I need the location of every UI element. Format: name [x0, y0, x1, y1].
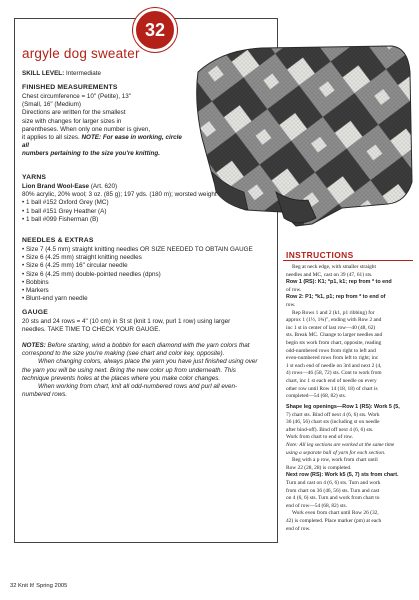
- needle-item: • Size 6 (4.25 mm) 16" circular needle: [22, 262, 128, 270]
- skill-level-value: Intermediate: [65, 70, 101, 77]
- needles-heading: NEEDLES & EXTRAS: [22, 237, 94, 244]
- gauge-heading: GAUGE: [22, 309, 48, 316]
- measurements-text: Chest circumference = 10" (Petite), 13" (Small, 16" (Medium) Directions are written for the smallest size with changes for larger sizes in parentheses. When only one number is given, it applies to all sizes. NOTE: For ease in working, circle all numbers pertaining to the size you're knitting.: [22, 93, 182, 158]
- page-footer: 32 Knit It! Spring 2005: [10, 583, 68, 589]
- yarn-brand: Lion Brand Wool-Ease: [22, 183, 90, 190]
- measurements-heading: FINISHED MEASUREMENTS: [22, 84, 118, 91]
- instructions-block-2: Shape leg openings—Row 1 (RS): Work 5 (5, 7) chart sts. Bind off next 4 (6, 6) sts. Work 36 (46, 56) chart sts (including st on needle after bind-off). Bind off next 4 (6, 6) sts. Work from chart to end of row. Note: All leg sections are worked at the same time using a separate ball of yarn for each section. Beg with a p row, work from chart until Row 22 (28, 28) is completed. Next row (RS): Work k5 (5, 7) sts from chart. Turn and cast on 4 (6, 6) sts. Turn and work from chart on 36 (46, 56) sts. Turn and cast on 4 (6, 6) sts. Turn and work from chart to end of row—54 (68, 82) sts. Work even from chart until Row 26 (32, 42) is completed. Place marker (pm) at each end of row.: [286, 404, 400, 532]
- instructions-rule: [283, 260, 413, 261]
- needle-item: • Blunt-end yarn needle: [22, 295, 88, 303]
- page-number-badge: 32: [133, 8, 177, 52]
- gauge-text: 20 sts and 24 rows = 4" (10 cm) in St st (knit 1 row, purl 1 row) using larger needles. TAKE TIME TO CHECK YOUR GAUGE.: [22, 318, 231, 334]
- instructions-heading: INSTRUCTIONS: [286, 250, 354, 260]
- needle-item: • Bobbins: [22, 278, 49, 286]
- instructions-block-1: Beg at neck edge, with smaller straight needles and MC, cast on 39 (47, 61) sts. Row 1 (RS): K1; *p1, k1; rep from * to end of row. Row 2: P1; *k1, p1; rep from * to end of row. Rep Rows 1 and 2 (k1, p1 ribbing) for approx 1 (1½, 1¾)", ending with Row 2 and inc 1 st in center of last row—40 (48, 62) sts. Break MC. Change to larger needles and begin sts work from chart, opposite, reading odd-numbered rows from right to left and even-numbered rows from left to right; inc 1 st each end of needle on 3rd and next 2 (4, 4) rows—46 (58, 72) sts. Cont to work from chart, inc 1 st each end of needle on every other row until Row 14 (18, 18) of chart is completed—54 (68, 82) sts.: [286, 264, 392, 400]
- needles-list: [22, 246, 262, 303]
- argyle-sweater-photo: [192, 42, 414, 234]
- needle-item: • Size 6 (4.25 mm) straight knitting needles: [22, 254, 142, 262]
- notes-label: NOTES:: [22, 342, 46, 349]
- yarns-text: Lion Brand Wool-Ease (Art. 620) 80% acrylic, 20% wool; 3 oz. (85 g); 197 yds. (180 m); worsted weight • 1 ball #152 Oxford Grey (MC) • 1 ball #151 Grey Heather (A) • 1 ball #099 Fisherman (B): [22, 183, 217, 223]
- skill-level-label: SKILL LEVEL:: [22, 70, 65, 77]
- needle-item: • Markers: [22, 287, 49, 295]
- needle-item: • Size 6 (4.25 mm) double-pointed needles (dpns): [22, 270, 161, 278]
- pattern-title: argyle dog sweater: [22, 46, 140, 61]
- needle-item: • Size 7 (4.5 mm) straight knitting needles OR SIZE NEEDED TO OBTAIN GAUGE: [22, 246, 253, 253]
- yarns-heading: YARNS: [22, 174, 47, 181]
- notes-text: NOTES: Before starting, wind a bobbin for each diamond with the yarn colors that correspond to the size you're making (see chart and color key, opposite). When changing colors, always place the yarn you have just finished using over the yarn you will be using next. Bring the new color up from underneath. This technique prevents holes at the places where you make color changes. When working from chart, knit all odd-numbered rows and purl all even- numbered rows.: [22, 342, 258, 399]
